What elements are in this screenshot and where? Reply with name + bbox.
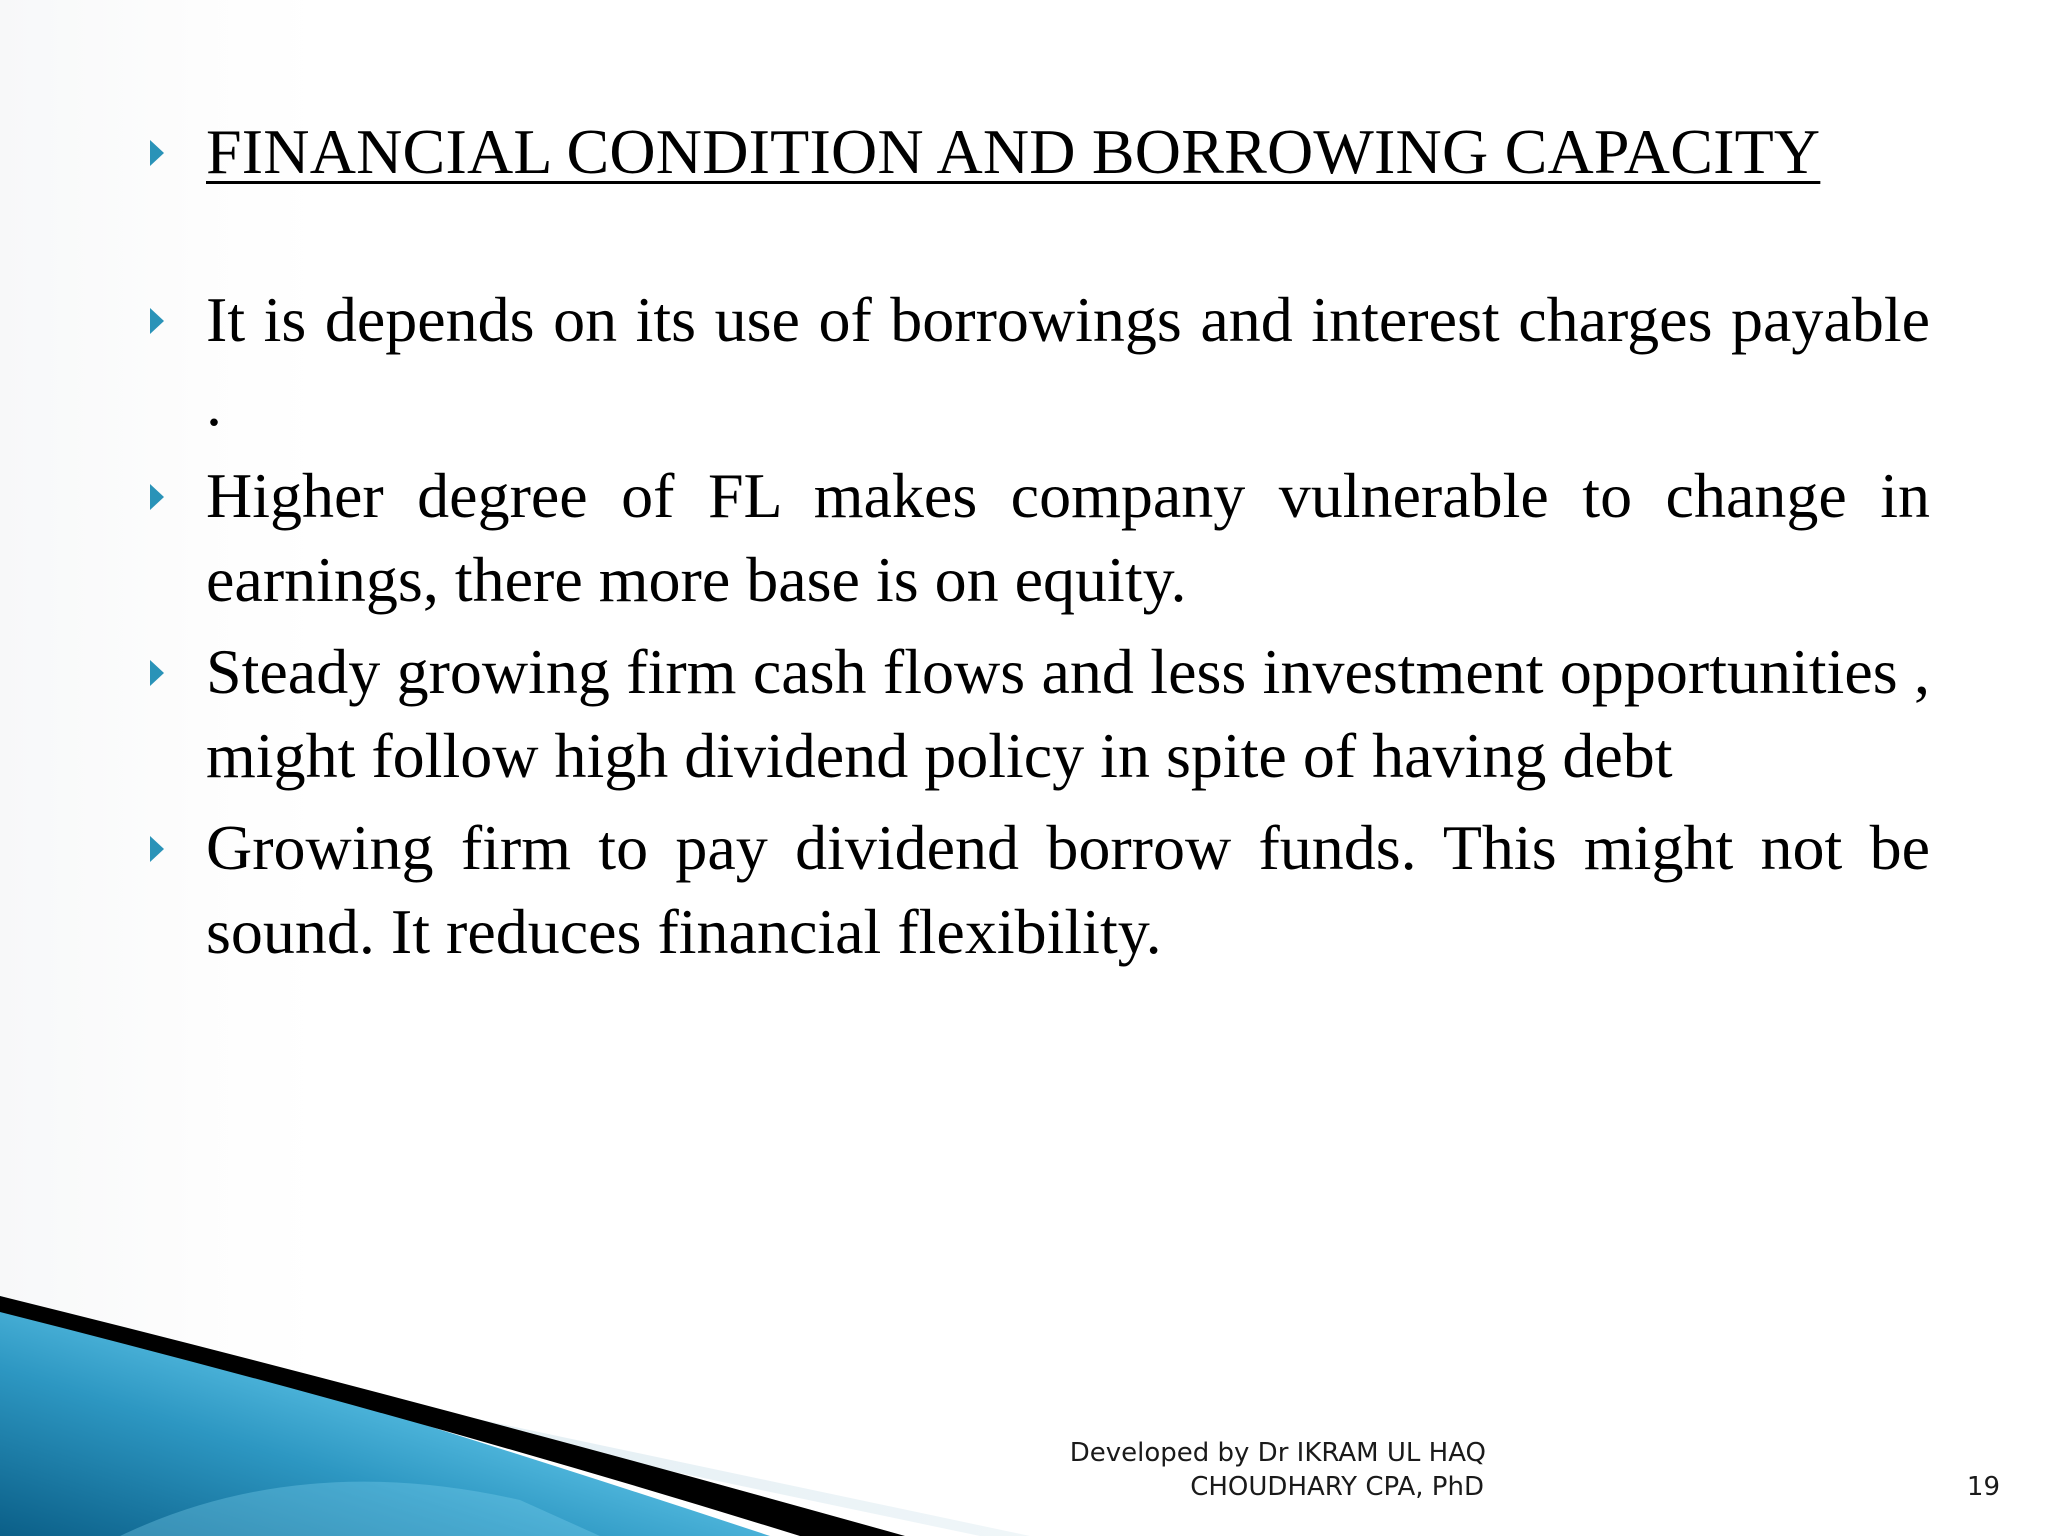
bullet-arrow-icon: [150, 140, 164, 166]
title-row: [150, 110, 1930, 194]
bullet-arrow-icon: [150, 308, 164, 334]
slide-title: FINANCIAL CONDITION AND BORROWING CAPACITY: [206, 116, 1821, 187]
footer-credit: [1040, 1436, 1486, 1504]
bullet-text: It is depends on its use of borrowings and interest charges payable .: [206, 284, 1930, 439]
bullet-arrow-icon: [150, 660, 164, 686]
bullet-text: Growing firm to pay dividend borrow funds. This might not be sound. It reduces financial flexibility.: [206, 812, 1930, 967]
bullet-item: [150, 630, 1930, 798]
footer-credit-line: Developed by Dr IKRAM UL HAQ: [1069, 1438, 1486, 1468]
bullet-text: Steady growing firm cash flows and less investment opportunities , might follow high dividend policy in spite of having debt: [206, 636, 1930, 791]
slide-number: 19: [1966, 1472, 2000, 1502]
bullet-text: Higher degree of FL makes company vulnerable to change in earnings, there more base is on equity.: [206, 460, 1930, 615]
bullet-arrow-icon: [150, 836, 164, 862]
bullet-arrow-icon: [150, 484, 164, 510]
footer-credit-line: CHOUDHARY CPA, PhD: [1190, 1472, 1484, 1502]
slide-content: [150, 110, 1930, 974]
bullet-item: [150, 454, 1930, 622]
bullet-item: [150, 278, 1930, 446]
bullet-item: [150, 806, 1930, 974]
